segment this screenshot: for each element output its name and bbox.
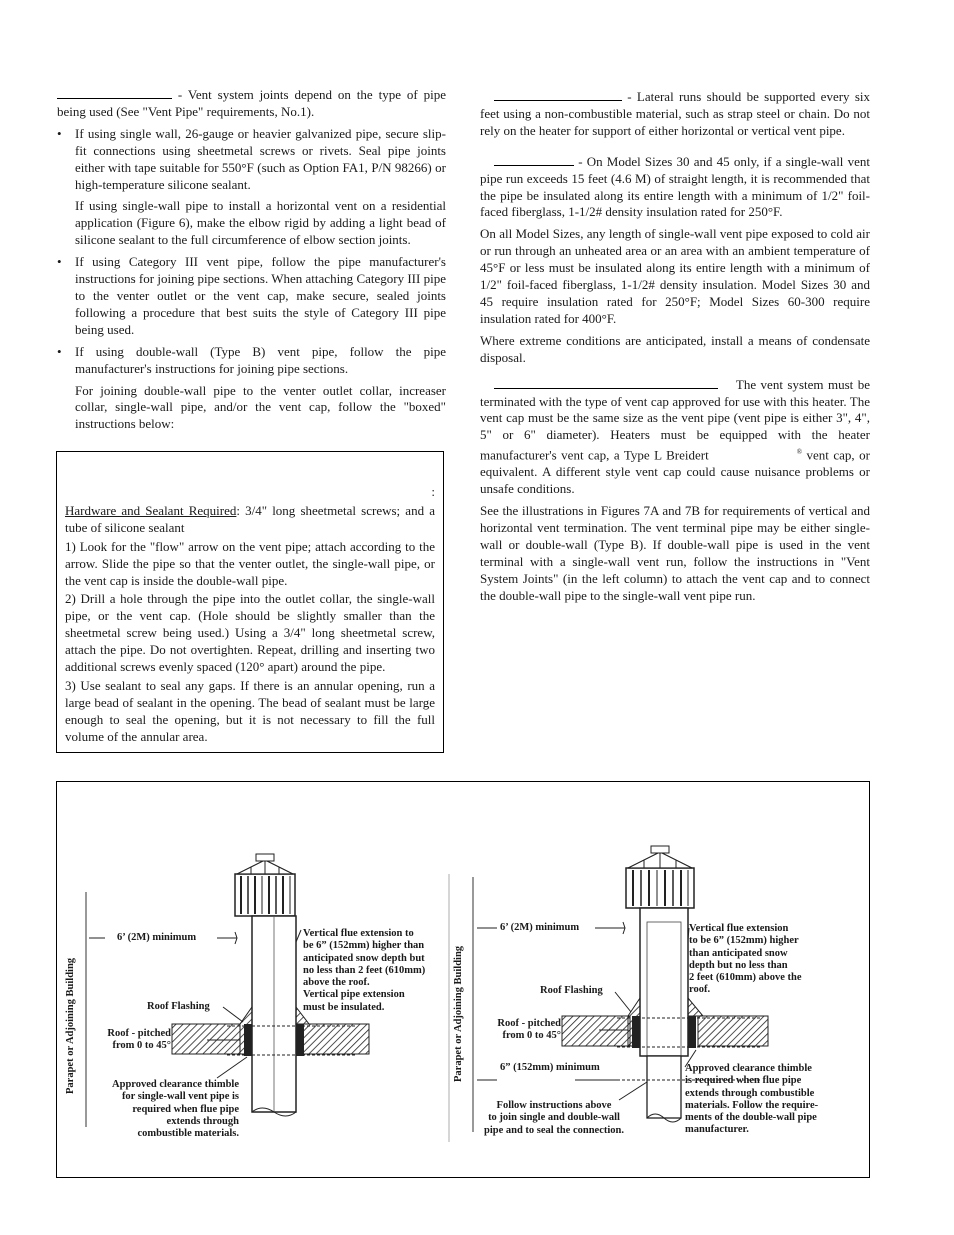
min6-label-b: 6’ (2M) minimum <box>500 922 580 933</box>
heading-blank <box>57 86 172 99</box>
boxed-instructions <box>56 451 444 753</box>
min6-label-a: 6’ (2M) minimum <box>117 932 197 943</box>
condensate-paragraph: Where extreme conditions are anticipated, install a means of condensate disposal. <box>480 332 870 365</box>
termination-paragraph: The vent system must be terminated with the type of vent cap approved for use with this heater. The vent cap must be the same size as the vent pipe (vent pipe is either 3", 4", 5" or 6" diameter). Heaters must be equipped with the heater manufacturer's vent cap, a Type L Breidert ® vent cap, or equivalent. A different style vent cap could cause nuisance problems or unsafe conditions. <box>480 376 870 497</box>
vent-cap-b-icon <box>626 846 694 908</box>
parapet-label-a: Parapet or Adjoining Building <box>65 957 76 1094</box>
min152-label-b: 6” (152mm) minimum <box>500 1062 600 1073</box>
flashing-label-b: Roof Flashing <box>540 985 603 996</box>
follow-label-b: Follow instructions above to join single and double-wall pipe and to seal the connection. <box>483 1100 624 1136</box>
figure-box <box>56 781 870 1178</box>
bullet-double-wall-extra: For joining double-wall pipe to the venter outlet collar, increaser collar, single-wall pipe, and/or the vent cap, follow the "boxed" instructions below: <box>75 382 446 432</box>
bullet-single-wall: • If using single wall, 26-gauge or heavier galvanized pipe, secure slip-fit connections using sheetmetal screws or rivets. Seal pipe joints either with tape suitable for 550°F (such as Option FA1, P/N 98266) or high-temperature silicone sealant. <box>57 126 446 194</box>
hardware-line: Hardware and Sealant Required: 3/4" long sheetmetal screws; and a tube of silicone sealant <box>65 502 435 535</box>
extension-label-b: Vertical flue extension to be 6” (152mm) higher than anticipated snow depth but no less than 2 feet (610mm) above the roof. <box>689 923 802 996</box>
roof-label-b: Roof - pitched from 0 to 45° <box>497 1018 561 1042</box>
flashing-label-a: Roof Flashing <box>147 1001 210 1012</box>
step-2: 2) Drill a hole through the pipe into the outlet collar, the single-wall pipe, or the vent cap. (Hole should be slightly smaller than the sheetmetal screw being used.) Using a 3/4" long sheetmetal screw, attach the pipe. Do not overtighten. Repeat, drilling and inserting two additional screws evenly spaced (120° apart) around the pipe. <box>65 591 435 675</box>
left-column <box>57 86 446 438</box>
parapet-label-b: Parapet or Adjoining Building <box>453 945 464 1082</box>
thimble-label-b: Approved clearance thimble is required when flue pipe extends through combustible materials. Follow the require- ments of the double-wall pipe manufacturer. <box>685 1063 819 1136</box>
right-column <box>480 88 870 610</box>
step-3: 3) Use sealant to seal any gaps. If there is an annular opening, run a large bead of sealant in the opening. The bead of sealant must be large enough to seal the opening, but it is not necessary to fill the full volume of the annular area. <box>65 677 435 744</box>
vent-cap-a-icon <box>235 854 295 916</box>
joints-paragraph: - Vent system joints depend on the type of pipe being used (See "Vent Pipe" requirements, No.1). <box>57 87 446 119</box>
bullet-single-wall-extra: If using single-wall pipe to install a horizontal vent on a residential application (Figure 6), make the elbow rigid by adding a light bead of silicone sealant to the full circumference of elbow section joints. <box>75 198 446 248</box>
step-1: 1) Look for the "flow" arrow on the vent pipe; attach according to the arrow. Slide the pipe so that the venter outlet, the single-wall pipe, or the vent cap is inside the double-wall pipe. <box>65 538 435 588</box>
lateral-paragraph: - Lateral runs should be supported every six feet using a non-combustible material, such as strap steel or chain. Do not rely on the heater for support of either horizontal or vertical vent pipe. <box>480 89 870 138</box>
bullet-double-wall: • If using double-wall (Type B) vent pipe, follow the pipe manufacturer's instructions for joining pipe sections. <box>57 344 446 378</box>
box-colon: : <box>431 484 435 499</box>
thimble-label-a: Approved clearance thimble for single-wall vent pipe is required when flue pipe extends through combustible materials. <box>112 1079 239 1140</box>
insulation-paragraph-2: On all Model Sizes, any length of single-wall vent pipe exposed to cold air or run through an unheated area or an area with an ambient temperature of 45°F or less must be insulated along its entire length with a minimum of 1/2" foil-faced fiberglass, 1-1/2# density insulation. Model Sizes 30 and 45 require insulation rated for 250°F; Model Sizes 60-300 require insulation rated for 400°F. <box>480 226 870 326</box>
extension-label-a: Vertical flue extension to be 6” (152mm) higher than anticipated snow depth but no less than 2 feet (610mm) above the roof. Vertical pipe extension must be insulated. <box>303 928 426 1013</box>
roof-label-a: Roof - pitched from 0 to 45° <box>107 1028 171 1052</box>
insulation-paragraph: - On Model Sizes 30 and 45 only, if a single-wall vent pipe run exceeds 15 feet (4.6 M) of straight length, it is recommended that the pipe be insulated along its entire length with a minimum of 1/2" foil-faced fiberglass, 1-1/2# density insulation rated for 250°F. <box>480 153 870 220</box>
bullet-category-iii: • If using Category III vent pipe, follow the pipe manufacturer's instructions for joining pipe sections. When attaching Category III pipe to the venter outlet or the vent cap, make secure, sealed joints following a procedure that best suits the style of Category III pipe being used. <box>57 254 446 339</box>
figures-paragraph: See the illustrations in Figures 7A and 7B for requirements of vertical and horizontal vent termination. The vent terminal pipe may be either single-wall or double-wall (Type B). If double-wall pipe is used in the vent terminal with a single-wall vent run, follow the instructions in "Vent System Joints" (in the left column) to attach the vent cap and to connect the double-wall pipe to the single-wall vent pipe run. <box>480 503 870 603</box>
